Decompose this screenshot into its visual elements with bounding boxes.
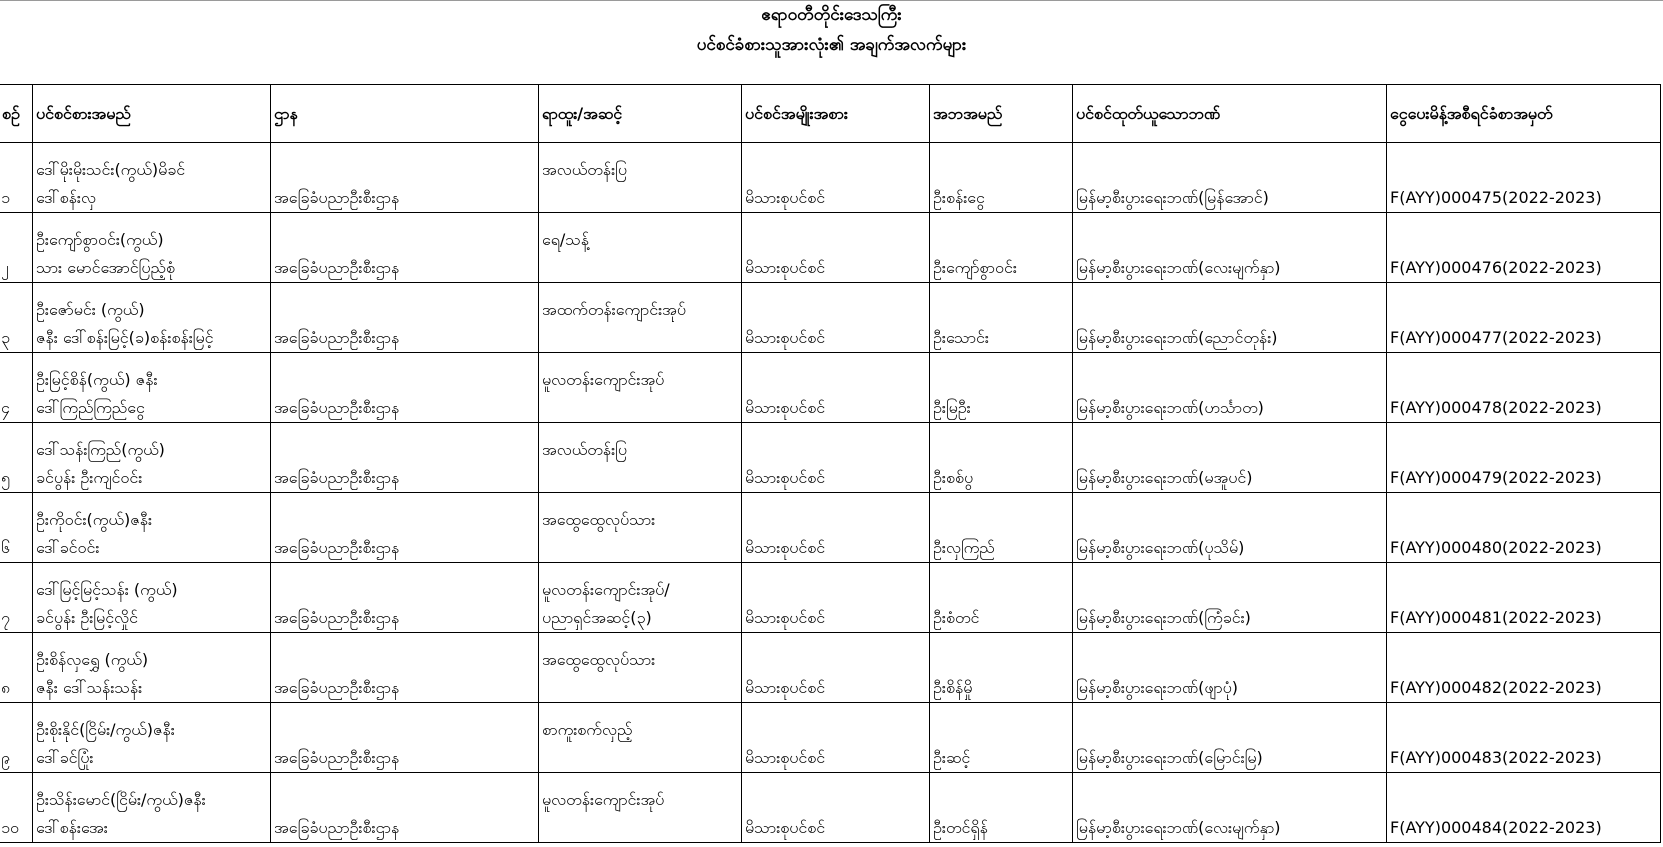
pension-type: မိသားစုပင်စင် xyxy=(745,258,826,277)
pensioner-name-line1: ဒေါ်မိုးမိုးသင်း(ကွယ်)မိခင် xyxy=(36,160,186,179)
rank-cell xyxy=(539,493,742,563)
department: အခြေခံပညာဦးစီးဌာန xyxy=(274,608,400,627)
table-row xyxy=(0,423,1661,493)
row-number: ၈ xyxy=(1,678,11,697)
pensioner-name-cell xyxy=(33,213,271,283)
rank-line2 xyxy=(542,814,738,842)
pension-type-cell xyxy=(742,353,930,423)
bank-cell xyxy=(1073,143,1387,213)
pension-type-cell xyxy=(742,283,930,353)
bank-cell xyxy=(1073,493,1387,563)
row-number-cell xyxy=(0,283,33,353)
department-cell xyxy=(271,563,539,633)
rank-cell xyxy=(539,143,742,213)
department: အခြေခံပညာဦးစီးဌာန xyxy=(274,398,400,417)
pension-type: မိသားစုပင်စင် xyxy=(745,678,826,697)
reference-cell xyxy=(1387,143,1661,213)
pensioner-name-cell xyxy=(33,493,271,563)
pension-type: မိသားစုပင်စင် xyxy=(745,818,826,837)
bank-name: မြန်မာ့စီးပွားရေးဘဏ်(ဟင်္သာတ) xyxy=(1076,398,1264,417)
reference-cell xyxy=(1387,423,1661,493)
father-name-cell xyxy=(930,563,1073,633)
pensioner-name-line1: ဦးစိန်လှရွှေ (ကွယ်) xyxy=(36,650,149,669)
rank-line2 xyxy=(542,744,738,772)
rank-line2 xyxy=(542,184,738,212)
father-name: ဦးစစ်ပွ xyxy=(933,468,974,487)
pensioner-name-line2: ခင်ပွန်း ဦးကျင်ဝင်း xyxy=(36,468,143,487)
pension-type-cell xyxy=(742,773,930,843)
bank-cell xyxy=(1073,773,1387,843)
department-cell xyxy=(271,703,539,773)
pensioner-name-line1: ဒေါ်သန်းကြည်(ကွယ်) xyxy=(36,440,165,459)
father-name-cell xyxy=(930,283,1073,353)
row-number-cell xyxy=(0,423,33,493)
rank-line2: ပညာရှင်အဆင့်(၃) xyxy=(542,608,652,627)
bank-cell xyxy=(1073,703,1387,773)
reference-cell xyxy=(1387,633,1661,703)
row-number-cell xyxy=(0,633,33,703)
rank-line1: မူလတန်းကျောင်းအုပ်/ xyxy=(542,580,670,599)
row-number-cell xyxy=(0,213,33,283)
pensioner-name-cell xyxy=(33,353,271,423)
rank-line1: မူလတန်းကျောင်းအုပ် xyxy=(542,370,665,389)
document-title: ဧရာဝတီတိုင်းဒေသကြီး xyxy=(761,5,902,25)
pensioner-name-line2: ဇနီး ဒေါ်သန်းသန်း xyxy=(36,678,143,697)
rank-line1: ရေ/သန့် xyxy=(542,230,590,249)
pensioner-name-cell xyxy=(33,423,271,493)
payment-reference: F(AYY)000475(2022-2023) xyxy=(1390,188,1602,207)
row-number: ၉ xyxy=(1,748,10,767)
department: အခြေခံပညာဦးစီးဌာန xyxy=(274,258,400,277)
father-name-cell xyxy=(930,143,1073,213)
rank-cell xyxy=(539,703,742,773)
row-number-cell xyxy=(0,703,33,773)
rank-line1: အထက်တန်းကျောင်းအုပ် xyxy=(542,300,686,319)
department: အခြေခံပညာဦးစီးဌာန xyxy=(274,748,400,767)
rank-cell xyxy=(539,423,742,493)
father-name: ဦးတင်ရှိန် xyxy=(933,818,988,837)
pension-type: မိသားစုပင်စင် xyxy=(745,468,826,487)
bank-cell xyxy=(1073,283,1387,353)
pension-type-cell xyxy=(742,703,930,773)
row-number-cell xyxy=(0,143,33,213)
row-number: ၃ xyxy=(1,328,10,347)
rank-cell xyxy=(539,633,742,703)
payment-reference: F(AYY)000480(2022-2023) xyxy=(1390,538,1602,557)
row-number: ၄ xyxy=(1,398,10,417)
department-cell xyxy=(271,423,539,493)
pension-type-cell xyxy=(742,493,930,563)
bank-cell xyxy=(1073,633,1387,703)
payment-reference: F(AYY)000476(2022-2023) xyxy=(1390,258,1602,277)
department: အခြေခံပညာဦးစီးဌာန xyxy=(274,468,400,487)
bank-cell xyxy=(1073,353,1387,423)
rank-line1: မူလတန်းကျောင်းအုပ် xyxy=(542,790,665,809)
bank-name: မြန်မာ့စီးပွားရေးဘဏ်(ညောင်တုန်း) xyxy=(1076,328,1278,347)
pensioner-name-cell xyxy=(33,563,271,633)
payment-reference: F(AYY)000478(2022-2023) xyxy=(1390,398,1602,417)
rank-line1: အထွေထွေလုပ်သား xyxy=(542,650,656,669)
department: အခြေခံပညာဦးစီးဌာန xyxy=(274,678,400,697)
row-number: ၁ xyxy=(1,188,10,207)
father-name: ဦးသောင်း xyxy=(933,328,989,347)
pensioner-name-line1: ဒေါ်မြင့်မြင့်သန်း (ကွယ်) xyxy=(36,580,178,599)
father-name: ဦးစံတင် xyxy=(933,608,980,627)
table-row xyxy=(0,703,1661,773)
pensioner-name-line2: သား မောင်အောင်ပြည့်စုံ xyxy=(36,258,175,277)
reference-cell xyxy=(1387,213,1661,283)
payment-reference: F(AYY)000484(2022-2023) xyxy=(1390,818,1602,837)
pensioner-name-line1: ဦးမြင့်စိန်(ကွယ်) ဇနီး xyxy=(36,370,158,389)
bank-cell xyxy=(1073,563,1387,633)
rank-line2 xyxy=(542,394,738,422)
father-name-cell xyxy=(930,633,1073,703)
rank-line2 xyxy=(542,324,738,352)
reference-cell xyxy=(1387,283,1661,353)
rank-cell xyxy=(539,563,742,633)
pensioner-name-line2: ဒေါ်ခင်ပြုံး xyxy=(36,748,94,767)
pension-type: မိသားစုပင်စင် xyxy=(745,748,826,767)
rank-line2 xyxy=(542,534,738,562)
top-rule xyxy=(0,0,1663,1)
pensioner-name-line1: ဦးကိုဝင်း(ကွယ်)ဇနီး xyxy=(36,510,153,529)
header-cell: ပင်စင်အမျိုးအစား xyxy=(742,85,930,143)
header-cell: စဉ် xyxy=(0,85,33,143)
rank-line2 xyxy=(542,464,738,492)
rank-line2 xyxy=(542,674,738,702)
header-row xyxy=(0,85,1661,143)
department-cell xyxy=(271,633,539,703)
row-number-cell xyxy=(0,773,33,843)
pensioner-name-cell xyxy=(33,703,271,773)
reference-cell xyxy=(1387,563,1661,633)
father-name: ဦးဆင့် xyxy=(933,748,971,767)
reference-cell xyxy=(1387,353,1661,423)
header-cell: ပင်စင်စားအမည် xyxy=(33,85,271,143)
department-cell xyxy=(271,353,539,423)
rank-line1: အထွေထွေလုပ်သား xyxy=(542,510,656,529)
father-name-cell xyxy=(930,703,1073,773)
pensioner-name-line1: ဦးကျော်စွာဝင်း(ကွယ်) xyxy=(36,230,164,249)
father-name-cell xyxy=(930,213,1073,283)
bank-name: မြန်မာ့စီးပွားရေးဘဏ်(မအူပင်) xyxy=(1076,468,1253,487)
rank-cell xyxy=(539,773,742,843)
pension-type: မိသားစုပင်စင် xyxy=(745,538,826,557)
pensioner-name-cell xyxy=(33,143,271,213)
bank-name: မြန်မာ့စီးပွားရေးဘဏ်(မြောင်းမြ) xyxy=(1076,748,1263,767)
payment-reference: F(AYY)000483(2022-2023) xyxy=(1390,748,1602,767)
pensioner-name-line2: ခင်ပွန်း ဦးမြင့်လှိုင် xyxy=(36,608,138,627)
department-cell xyxy=(271,283,539,353)
department-cell xyxy=(271,773,539,843)
header-cell: အဘအမည် xyxy=(930,85,1073,143)
row-number: ၁၀ xyxy=(1,818,19,837)
header-cell: ငွေပေးမိန့်အစီရင်ခံစာအမှတ် xyxy=(1387,85,1661,143)
rank-line1: အလယ်တန်းပြ xyxy=(542,160,627,179)
father-name: ဦးမြဦး xyxy=(933,398,971,417)
pension-type: မိသားစုပင်စင် xyxy=(745,398,826,417)
rank-cell xyxy=(539,353,742,423)
bank-name: မြန်မာ့စီးပွားရေးဘဏ်(လေးမျက်နှာ) xyxy=(1076,258,1281,277)
table-row xyxy=(0,283,1661,353)
father-name: ဦးလှကြည် xyxy=(933,538,995,557)
pension-type: မိသားစုပင်စင် xyxy=(745,188,826,207)
pensioner-table xyxy=(0,84,1661,843)
row-number-cell xyxy=(0,493,33,563)
table-row xyxy=(0,493,1661,563)
reference-cell xyxy=(1387,773,1661,843)
rank-cell xyxy=(539,283,742,353)
rank-line2 xyxy=(542,254,738,282)
pension-type-cell xyxy=(742,423,930,493)
pensioner-name-line1: ဦးစိုးနိုင်(ငြိမ်း/ကွယ်)ဇနီး xyxy=(36,720,175,739)
pensioner-name-line2: ဒေါ်ကြည်ကြည်ငွေ xyxy=(36,398,145,417)
row-number: ၆ xyxy=(1,538,10,557)
row-number-cell xyxy=(0,353,33,423)
reference-cell xyxy=(1387,493,1661,563)
pensioner-name-line2: ဒေါ်ခင်ဝင်း xyxy=(36,538,100,557)
bank-cell xyxy=(1073,213,1387,283)
header-cell: ရာထူး/အဆင့် xyxy=(539,85,742,143)
header-cell: ပင်စင်ထုတ်ယူသောဘဏ် xyxy=(1073,85,1387,143)
row-number-cell xyxy=(0,563,33,633)
father-name-cell xyxy=(930,493,1073,563)
pensioner-name-cell xyxy=(33,633,271,703)
bank-name: မြန်မာ့စီးပွားရေးဘဏ်(ကြံခင်း) xyxy=(1076,608,1251,627)
rank-line1: စာကူးစက်လှည့် xyxy=(542,720,633,739)
bank-name: မြန်မာ့စီးပွားရေးဘဏ်(မြန်အောင်) xyxy=(1076,188,1269,207)
bank-name: မြန်မာ့စီးပွားရေးဘဏ်(လေးမျက်နှာ) xyxy=(1076,818,1281,837)
table-row xyxy=(0,563,1661,633)
table-row xyxy=(0,213,1661,283)
payment-reference: F(AYY)000481(2022-2023) xyxy=(1390,608,1602,627)
row-number: ၅ xyxy=(1,468,10,487)
father-name-cell xyxy=(930,353,1073,423)
document-subtitle: ပင်စင်ခံစားသူအားလုံး၏ အချက်အလက်များ xyxy=(696,35,967,55)
payment-reference: F(AYY)000479(2022-2023) xyxy=(1390,468,1602,487)
father-name: ဦးကျော်စွာဝင်း xyxy=(933,258,1017,277)
rank-line1: အလယ်တန်းပြ xyxy=(542,440,627,459)
reference-cell xyxy=(1387,703,1661,773)
pensioner-name-cell xyxy=(33,283,271,353)
pension-type-cell xyxy=(742,633,930,703)
department: အခြေခံပညာဦးစီးဌာန xyxy=(274,818,400,837)
department: အခြေခံပညာဦးစီးဌာန xyxy=(274,188,400,207)
pensioner-name-cell xyxy=(33,773,271,843)
pension-type-cell xyxy=(742,143,930,213)
department-cell xyxy=(271,143,539,213)
pensioner-name-line1: ဦးဇော်မင်း (ကွယ်) xyxy=(36,300,145,319)
department: အခြေခံပညာဦးစီးဌာန xyxy=(274,328,400,347)
department: အခြေခံပညာဦးစီးဌာန xyxy=(274,538,400,557)
row-number: ၇ xyxy=(1,608,10,627)
pension-type-cell xyxy=(742,213,930,283)
pensioner-name-line2: ဒေါ်စန်းအေး xyxy=(36,818,108,837)
payment-reference: F(AYY)000477(2022-2023) xyxy=(1390,328,1602,347)
pension-type: မိသားစုပင်စင် xyxy=(745,608,826,627)
pensioner-name-line1: ဦးသိန်းမောင်(ငြိမ်း/ကွယ်)ဇနီး xyxy=(36,790,206,809)
bank-name: မြန်မာ့စီးပွားရေးဘဏ်(ဖျာပုံ) xyxy=(1076,678,1238,697)
table-row xyxy=(0,633,1661,703)
father-name: ဦးစိန်မှို xyxy=(933,678,973,697)
department-cell xyxy=(271,493,539,563)
pensioner-name-line2: ဇနီး ဒေါ်စန်းမြင့်(ခ)စန်းစန်းမြင့် xyxy=(36,328,214,347)
table-row xyxy=(0,773,1661,843)
father-name-cell xyxy=(930,773,1073,843)
father-name-cell xyxy=(930,423,1073,493)
bank-name: မြန်မာ့စီးပွားရေးဘဏ်(ပုသိမ်) xyxy=(1076,538,1245,557)
table-row xyxy=(0,143,1661,213)
pension-type: မိသားစုပင်စင် xyxy=(745,328,826,347)
pension-type-cell xyxy=(742,563,930,633)
department-cell xyxy=(271,213,539,283)
table-row xyxy=(0,353,1661,423)
pensioner-name-line2: ဒေါ်စန်းလှ xyxy=(36,188,96,207)
bank-cell xyxy=(1073,423,1387,493)
header-cell: ဌာန xyxy=(271,85,539,143)
rank-cell xyxy=(539,213,742,283)
father-name: ဦးစန်းငွေ xyxy=(933,188,985,207)
payment-reference: F(AYY)000482(2022-2023) xyxy=(1390,678,1602,697)
row-number: ၂ xyxy=(1,258,9,277)
